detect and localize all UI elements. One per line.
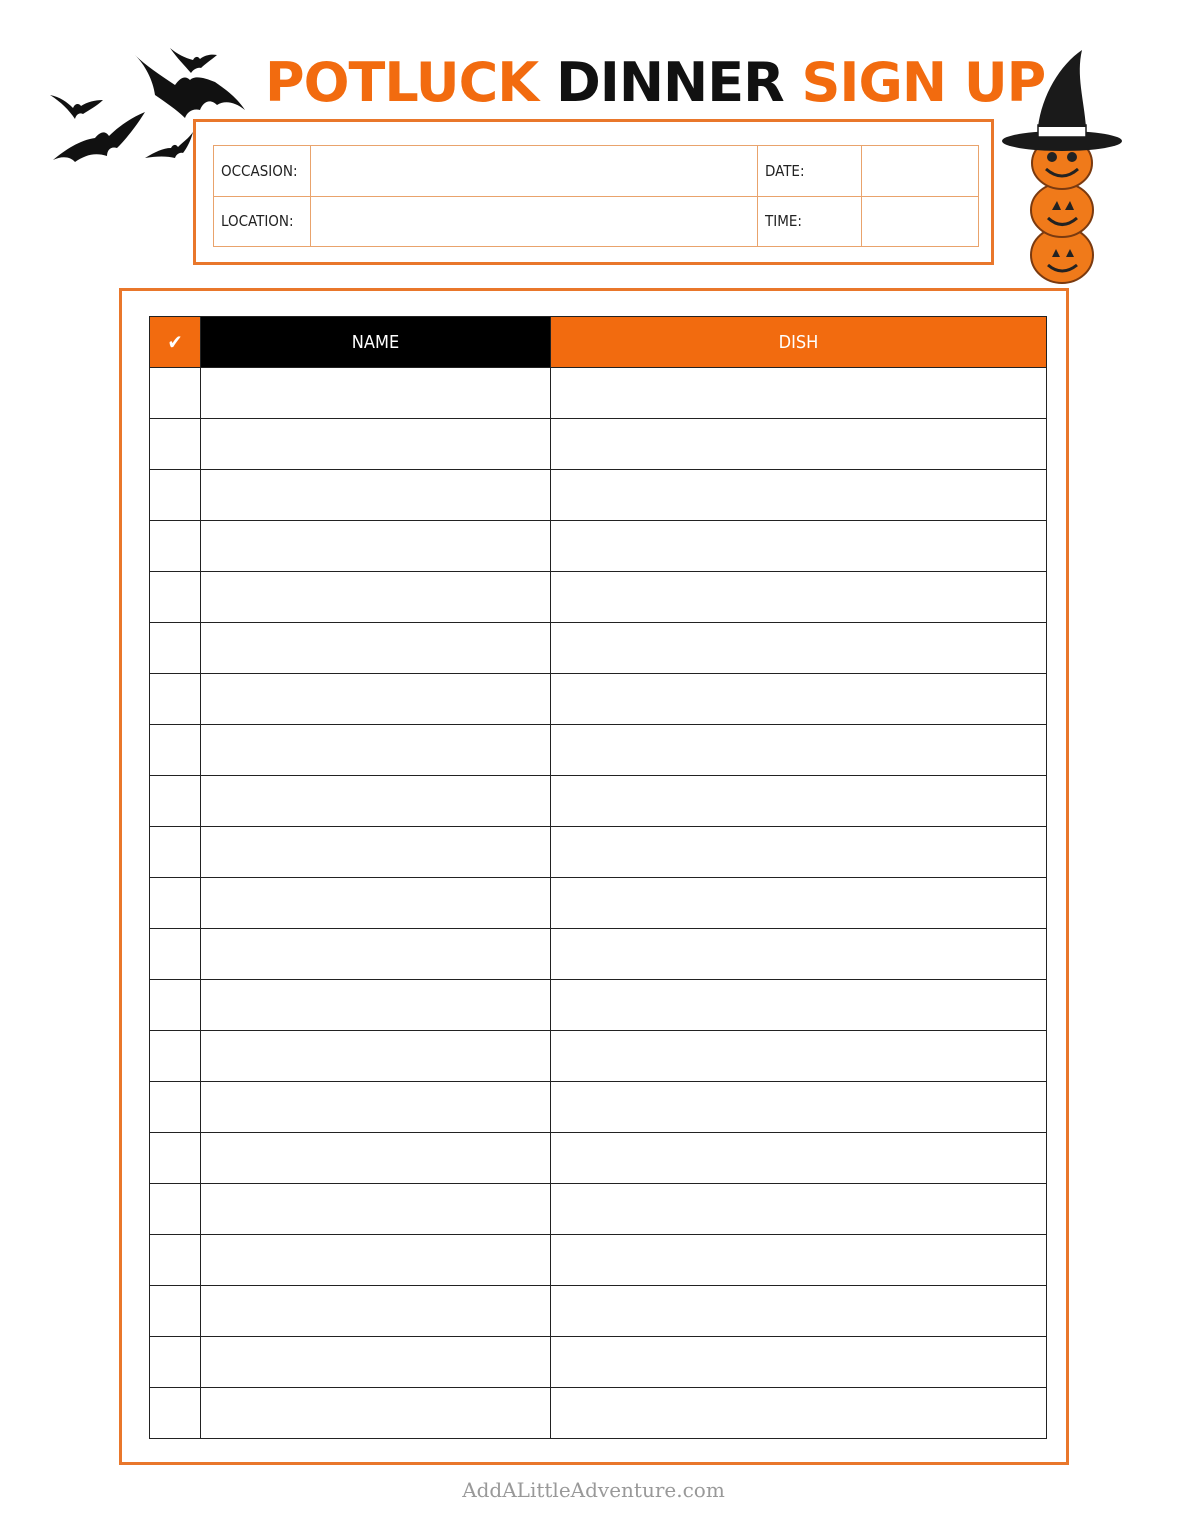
- name-cell[interactable]: [201, 878, 551, 929]
- name-cell[interactable]: [201, 1337, 551, 1388]
- check-cell[interactable]: [150, 1082, 201, 1133]
- time-field[interactable]: [862, 196, 979, 247]
- dish-cell[interactable]: [551, 1388, 1047, 1439]
- dish-cell[interactable]: [551, 674, 1047, 725]
- title-potluck: POTLUCK: [265, 51, 539, 114]
- check-cell[interactable]: [150, 470, 201, 521]
- name-cell[interactable]: [201, 1388, 551, 1439]
- name-cell[interactable]: [201, 1184, 551, 1235]
- dish-cell[interactable]: [551, 368, 1047, 419]
- check-icon: ✔: [150, 317, 201, 368]
- dish-cell[interactable]: [551, 470, 1047, 521]
- dish-cell[interactable]: [551, 521, 1047, 572]
- name-cell[interactable]: [201, 674, 551, 725]
- name-cell[interactable]: [201, 572, 551, 623]
- dish-header: DISH: [551, 317, 1047, 368]
- dish-cell[interactable]: [551, 1133, 1047, 1184]
- title-sign-up: SIGN UP: [801, 51, 1046, 114]
- check-cell[interactable]: [150, 1286, 201, 1337]
- table-row: [150, 1235, 1047, 1286]
- signup-table: [149, 316, 1047, 1439]
- location-label: LOCATION:: [214, 196, 311, 247]
- table-row: [150, 623, 1047, 674]
- name-cell[interactable]: [201, 776, 551, 827]
- dish-cell[interactable]: [551, 1184, 1047, 1235]
- table-row: [150, 980, 1047, 1031]
- dish-cell[interactable]: [551, 1235, 1047, 1286]
- name-cell[interactable]: [201, 623, 551, 674]
- check-cell[interactable]: [150, 674, 201, 725]
- dish-cell[interactable]: [551, 980, 1047, 1031]
- dish-cell[interactable]: [551, 1031, 1047, 1082]
- table-row: [150, 419, 1047, 470]
- table-row: [150, 1082, 1047, 1133]
- table-row: [150, 674, 1047, 725]
- name-cell[interactable]: [201, 1235, 551, 1286]
- date-label: DATE:: [758, 146, 862, 197]
- table-row: [150, 1286, 1047, 1337]
- bat-icon: [145, 132, 193, 158]
- name-cell[interactable]: [201, 1286, 551, 1337]
- table-header-row: [150, 317, 1047, 368]
- dish-cell[interactable]: [551, 1286, 1047, 1337]
- check-cell[interactable]: [150, 1337, 201, 1388]
- table-row: [150, 1031, 1047, 1082]
- dish-cell[interactable]: [551, 929, 1047, 980]
- name-cell[interactable]: [201, 419, 551, 470]
- dish-cell[interactable]: [551, 572, 1047, 623]
- footer-website: AddALittleAdventure.com: [462, 1478, 725, 1502]
- table-row: [150, 1133, 1047, 1184]
- bat-icon: [53, 112, 145, 162]
- occasion-label: OCCASION:: [214, 146, 311, 197]
- dish-cell[interactable]: [551, 878, 1047, 929]
- check-cell[interactable]: [150, 725, 201, 776]
- check-cell[interactable]: [150, 419, 201, 470]
- name-cell[interactable]: [201, 1133, 551, 1184]
- check-cell[interactable]: [150, 1184, 201, 1235]
- check-cell[interactable]: [150, 827, 201, 878]
- dish-cell[interactable]: [551, 623, 1047, 674]
- occasion-field[interactable]: [311, 146, 758, 197]
- bat-icon: [50, 95, 103, 119]
- table-row: [150, 521, 1047, 572]
- check-cell[interactable]: [150, 572, 201, 623]
- check-cell[interactable]: [150, 1235, 201, 1286]
- title-dinner: DINNER: [555, 51, 784, 114]
- table-row: [150, 1388, 1047, 1439]
- dish-cell[interactable]: [551, 776, 1047, 827]
- table-row: [150, 1337, 1047, 1388]
- check-cell[interactable]: [150, 878, 201, 929]
- check-cell[interactable]: [150, 1031, 201, 1082]
- name-cell[interactable]: [201, 827, 551, 878]
- witch-hat-icon: [1002, 50, 1122, 151]
- dish-cell[interactable]: [551, 827, 1047, 878]
- name-cell[interactable]: [201, 1082, 551, 1133]
- name-cell[interactable]: [201, 368, 551, 419]
- dish-cell[interactable]: [551, 1337, 1047, 1388]
- dish-cell[interactable]: [551, 419, 1047, 470]
- page-title: [265, 48, 1046, 118]
- table-row: [150, 368, 1047, 419]
- check-cell[interactable]: [150, 368, 201, 419]
- name-cell[interactable]: [201, 1031, 551, 1082]
- check-cell[interactable]: [150, 980, 201, 1031]
- time-label: TIME:: [758, 196, 862, 247]
- name-cell[interactable]: [201, 521, 551, 572]
- pumpkin-icon: [1031, 183, 1093, 237]
- table-row: [150, 776, 1047, 827]
- date-field[interactable]: [862, 146, 979, 197]
- check-cell[interactable]: [150, 521, 201, 572]
- name-header: NAME: [201, 317, 551, 368]
- table-row: [150, 878, 1047, 929]
- check-cell[interactable]: [150, 1388, 201, 1439]
- location-field[interactable]: [311, 196, 758, 247]
- check-cell[interactable]: [150, 929, 201, 980]
- check-cell[interactable]: [150, 623, 201, 674]
- dish-cell[interactable]: [551, 725, 1047, 776]
- dish-cell[interactable]: [551, 1082, 1047, 1133]
- table-row: [150, 827, 1047, 878]
- table-row: [150, 929, 1047, 980]
- name-cell[interactable]: [201, 725, 551, 776]
- bat-icon: [170, 48, 217, 73]
- table-row: [150, 572, 1047, 623]
- check-cell[interactable]: [150, 1133, 201, 1184]
- name-cell[interactable]: [201, 980, 551, 1031]
- table-row: [150, 725, 1047, 776]
- check-cell[interactable]: [150, 776, 201, 827]
- event-info-table: [213, 145, 979, 247]
- name-cell[interactable]: [201, 929, 551, 980]
- table-row: [150, 470, 1047, 521]
- name-cell[interactable]: [201, 470, 551, 521]
- signup-rows: [150, 368, 1047, 1439]
- table-row: [150, 1184, 1047, 1235]
- pumpkin-stack-icon: [1000, 45, 1135, 290]
